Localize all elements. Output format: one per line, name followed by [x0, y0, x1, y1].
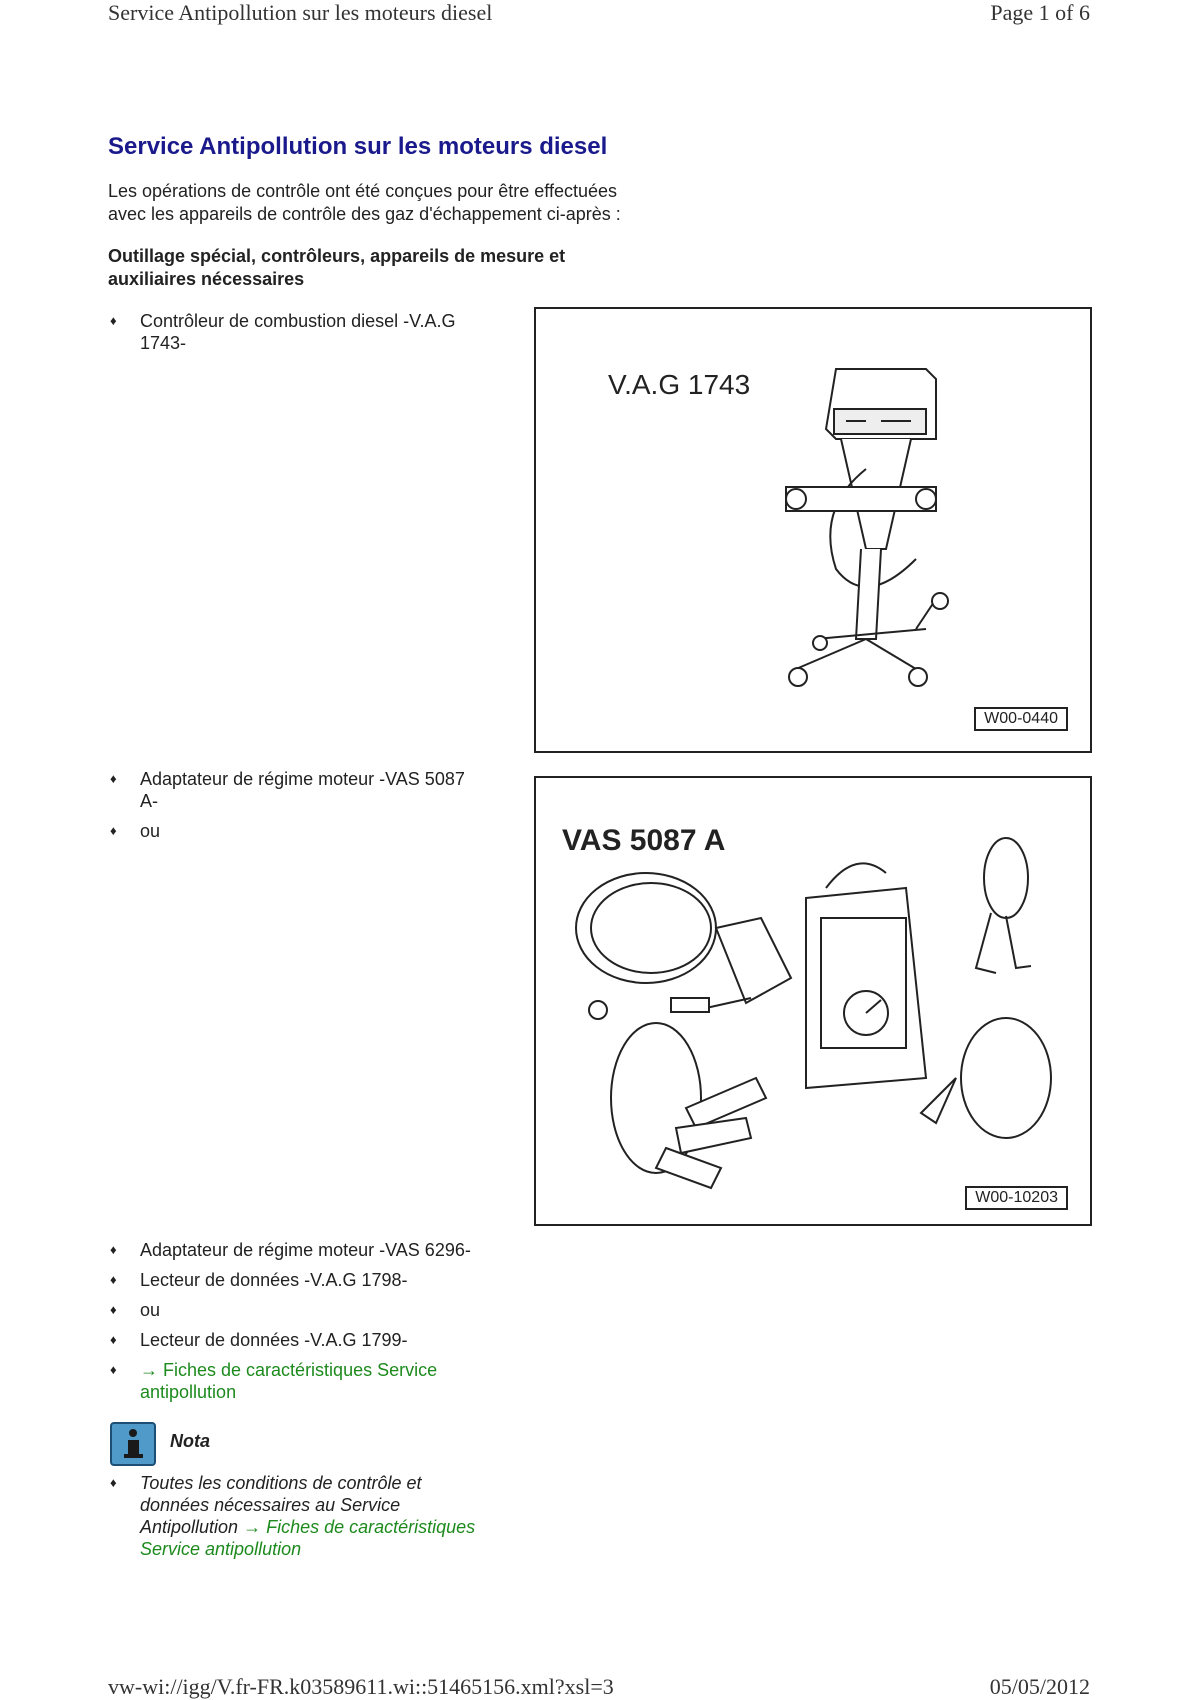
clamp-probe — [1006, 916, 1031, 968]
list-item-line-1: Lecteur de données -V.A.G 1799- — [140, 1330, 408, 1350]
intro-line-2: avec les appareils de contrôle des gaz d'échappement ci-après : — [108, 204, 621, 224]
clamp-probe — [976, 913, 996, 973]
list-item — [108, 768, 528, 812]
intro-paragraph — [108, 180, 708, 226]
nota-link-line-1: → Fiches de caractéristiques — [243, 1517, 476, 1537]
intro-line-1: Les opérations de contrôle ont été conçues pour être effectuées — [108, 181, 618, 201]
figure-vas-5087a — [534, 776, 1092, 1226]
nota-label: Nota — [170, 1431, 210, 1451]
bullet-icon: ♦ — [110, 771, 117, 786]
list-item-line-1: Adaptateur de régime moteur -VAS 6296- — [140, 1240, 471, 1260]
figure-code: W00-0440 — [974, 707, 1068, 731]
sensor-box — [716, 918, 791, 1003]
list-item — [108, 1269, 568, 1291]
tool-list-1 — [108, 310, 528, 362]
list-item-line-1: Contrôleur de combustion diesel -V.A.G — [140, 311, 456, 331]
trolley-wheel — [932, 593, 948, 609]
section-heading — [108, 245, 668, 291]
link-fiches-caracteristiques[interactable] — [140, 1360, 437, 1402]
nota-line-2: données nécessaires au Service — [140, 1495, 401, 1515]
tester-crossbar — [786, 487, 936, 511]
bullet-icon: ♦ — [110, 1332, 117, 1347]
clip-lead — [656, 1148, 721, 1188]
link-line-2: antipollution — [140, 1382, 237, 1402]
page-number: Page 1 of 6 — [990, 0, 1090, 25]
cable-coil — [961, 1018, 1051, 1138]
list-item-line-2: 1743- — [140, 333, 187, 353]
bullet-icon: ♦ — [110, 823, 117, 838]
list-item-line-1: Lecteur de données -V.A.G 1798- — [140, 1270, 408, 1290]
figure-title: V.A.G 1743 — [608, 369, 751, 400]
link-line-1: → Fiches de caractéristiques Service — [140, 1360, 438, 1380]
bullet-icon: ♦ — [110, 1302, 117, 1317]
tool-list-2 — [108, 768, 528, 850]
list-item-line-1: ou — [140, 1300, 161, 1320]
section-heading-line-1: Outillage spécial, contrôleurs, appareils de mesure et — [108, 246, 566, 266]
nota-link-line-2: Service antipollution — [140, 1539, 302, 1559]
footer-date: 05/05/2012 — [989, 1674, 1090, 1699]
figure-code: W00-10203 — [965, 1186, 1068, 1210]
nota-line-1: Toutes les conditions de contrôle et — [140, 1473, 422, 1493]
list-item — [108, 1239, 568, 1261]
trolley-wheel — [789, 668, 807, 686]
cable-coil — [984, 838, 1028, 918]
list-item — [108, 1299, 568, 1321]
combustion-tester-illustration — [536, 309, 1090, 751]
info-icon — [110, 1422, 156, 1466]
clamp-probe — [921, 1078, 956, 1123]
rpm-adapter-illustration — [536, 778, 1090, 1224]
list-item-line-1: Adaptateur de régime moteur -VAS 5087 — [140, 769, 465, 789]
figure-title: VAS 5087 A — [562, 824, 726, 857]
list-item-line-2: A- — [140, 791, 158, 811]
document-title: Service Antipollution sur les moteurs diesel — [108, 133, 608, 160]
bullet-icon: ♦ — [110, 1475, 117, 1490]
bullet-icon: ♦ — [110, 1242, 117, 1257]
nota-line-3: Antipollution — [140, 1517, 244, 1537]
connector-plug — [671, 998, 709, 1012]
list-item — [108, 1472, 568, 1560]
clip-lead — [676, 1118, 751, 1153]
tool-list-3 — [108, 1239, 568, 1411]
page-header-title: Service Antipollution sur les moteurs diesel — [108, 0, 493, 25]
footer-url: vw-wi://igg/V.fr-FR.k03589611.wi::51465156.xml?xsl=3 — [108, 1674, 614, 1699]
list-item — [108, 1329, 568, 1351]
bullet-icon: ♦ — [110, 1362, 117, 1377]
section-heading-line-2: auxiliaires nécessaires — [108, 269, 305, 289]
cable-coil — [576, 873, 716, 983]
nota-list — [108, 1472, 568, 1568]
bullet-icon: ♦ — [110, 313, 117, 328]
trolley-wheel — [909, 668, 927, 686]
bullet-icon: ♦ — [110, 1272, 117, 1287]
list-item — [108, 1359, 568, 1403]
list-item — [108, 820, 528, 842]
trolley-wheel — [813, 636, 827, 650]
trolley-stand — [856, 549, 881, 639]
list-item-line-1: ou — [140, 821, 161, 841]
figure-vag-1743 — [534, 307, 1092, 753]
info-icon-glyph — [112, 1424, 154, 1464]
list-item — [108, 310, 528, 354]
